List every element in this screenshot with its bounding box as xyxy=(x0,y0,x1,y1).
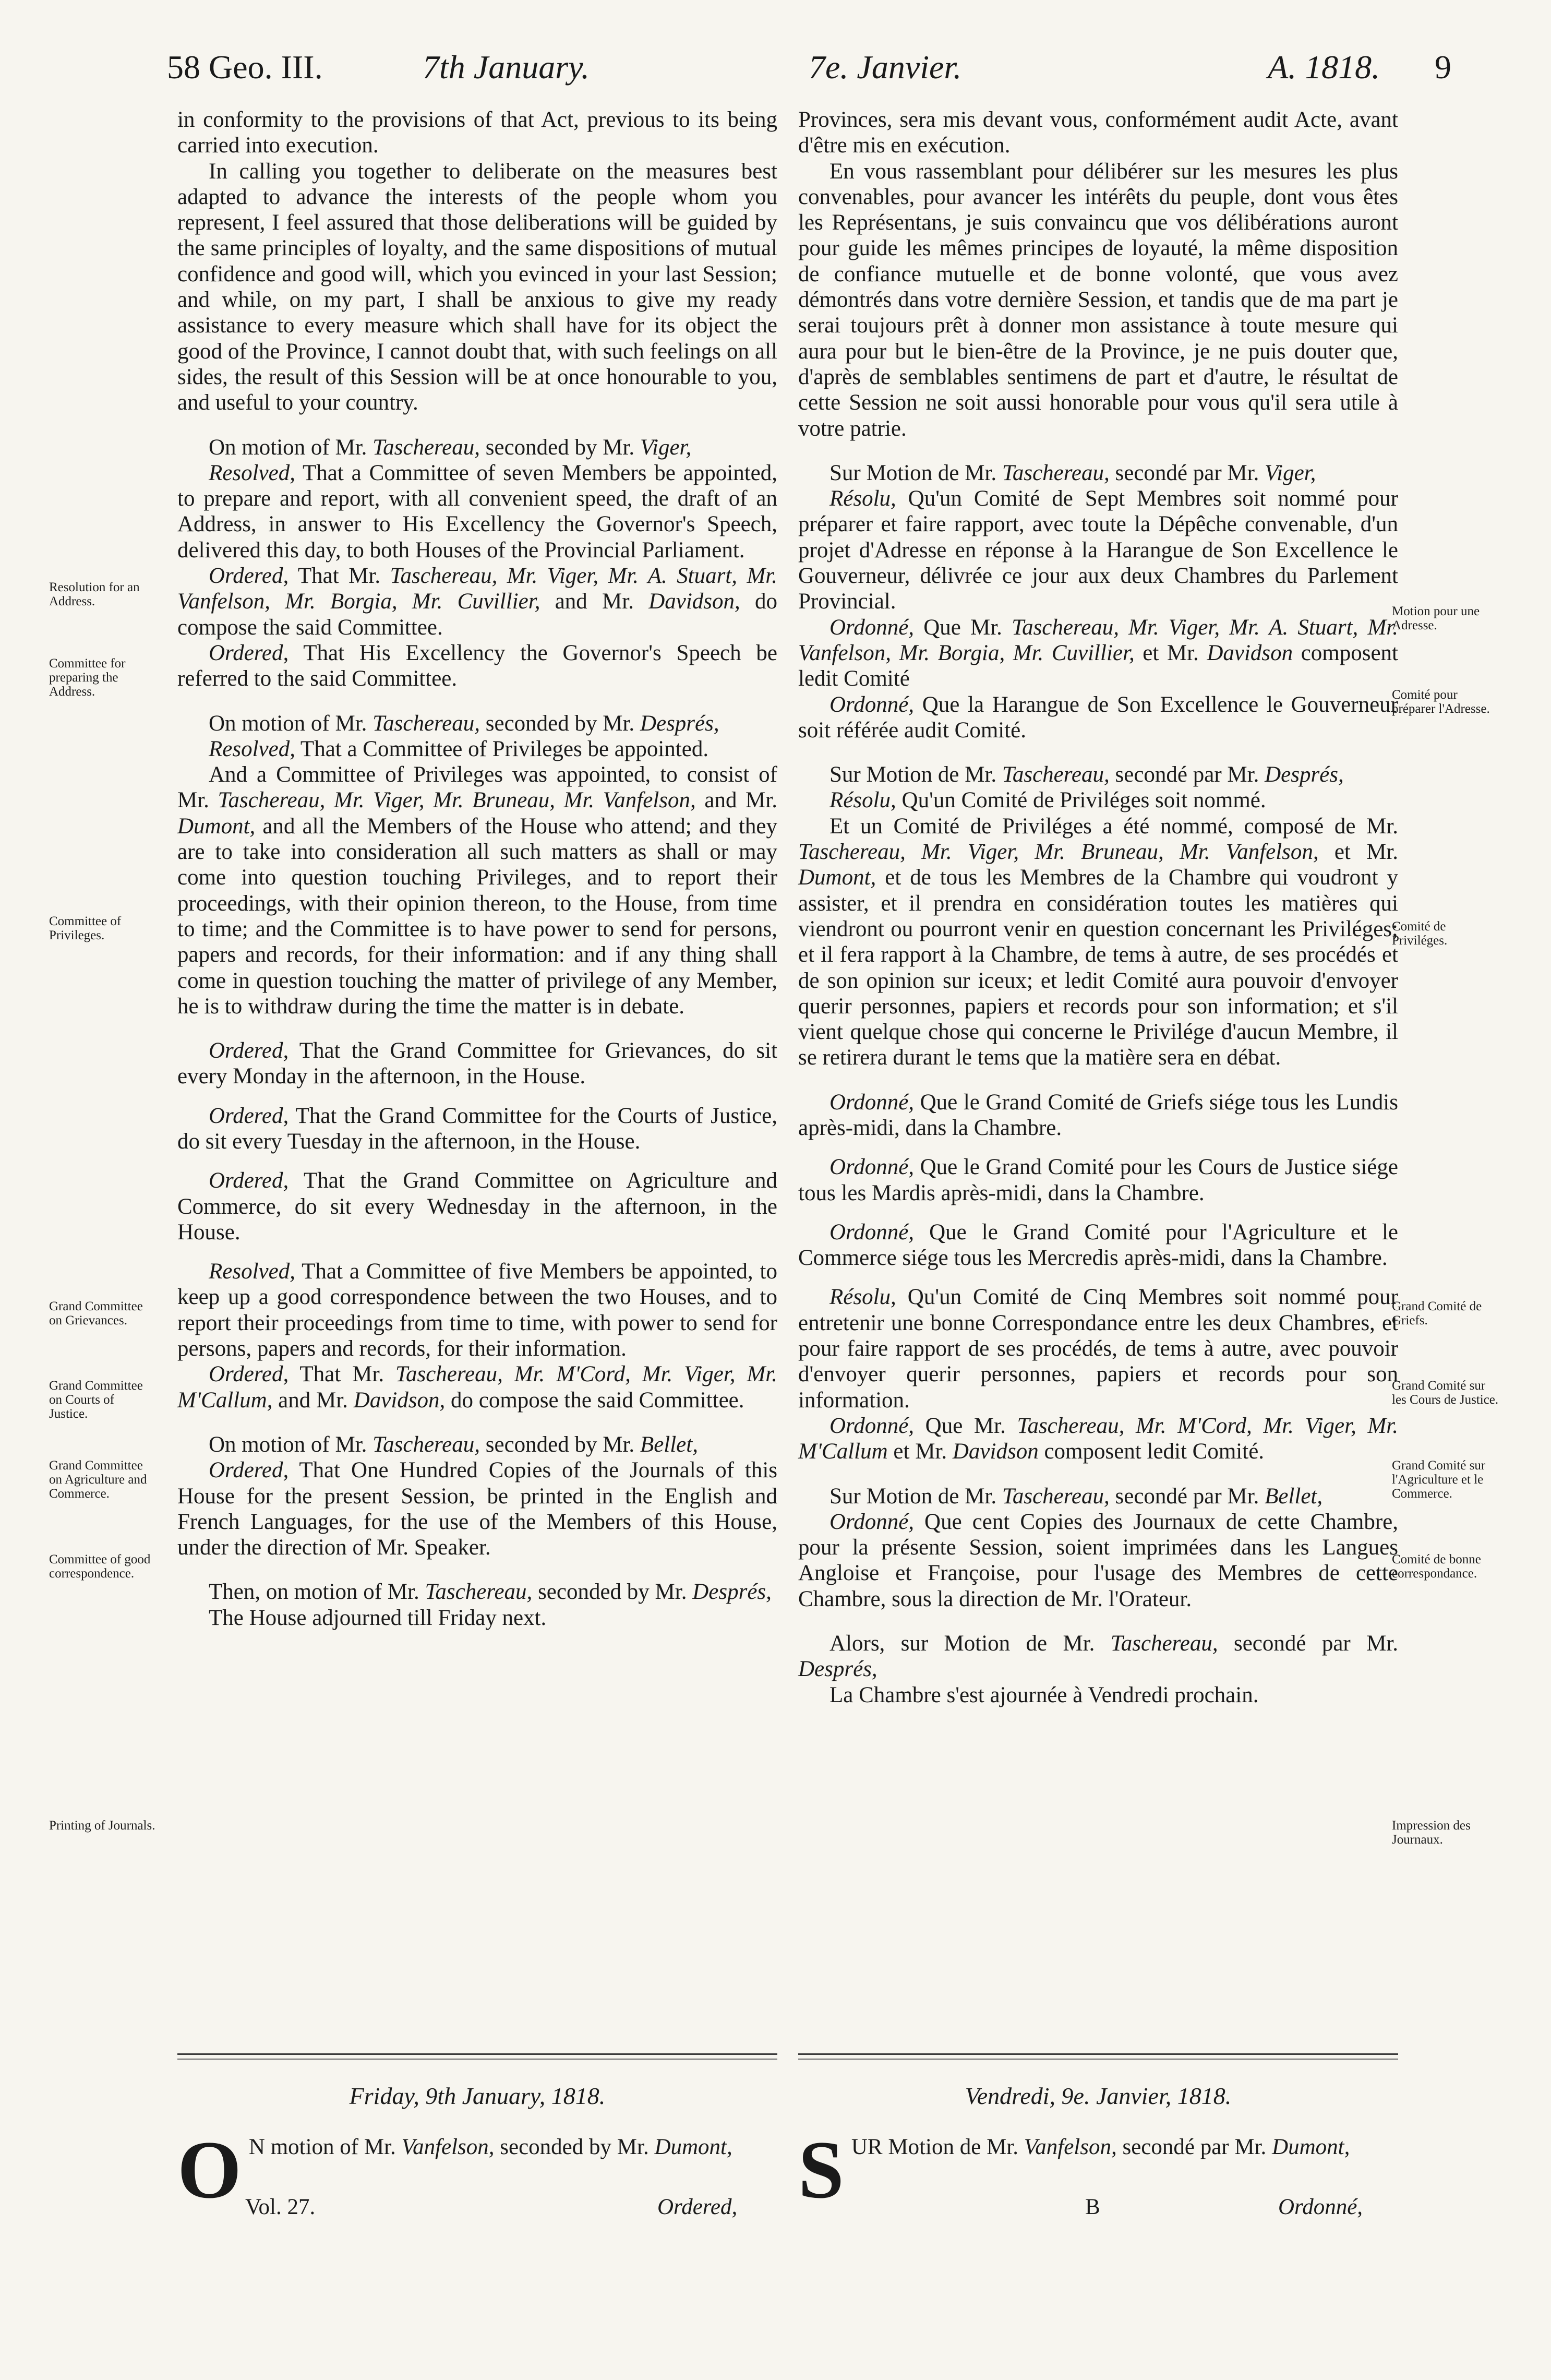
french-paragraph: En vous rassemblant pour délibérer sur les mesures les plus convenables, pour avancer les intérêts du peuple, dont vous êtes les Représentans, je suis convaincu que vos délibérations auront pour guide les mêmes principes de loyauté, la même disposition de confiance mutuelle et de bonne volonté, que vous avez démontrés dans votre dernière Session, et tandis que de ma part je serai toujours prêt à donner mon assistance à toute mesure qui aura pour but le bien-être de la Province, je ne puis douter que, d'après de semblables sentimens de part et d'autre, le résultat de cette Session ne soit aussi honorable pour vous qu'il sera utile à votre patrie. xyxy=(798,159,1398,441)
french-adjournment: La Chambre s'est ajournée à Vendredi prochain. xyxy=(829,1682,1259,1707)
margin-note-left: Grand Committee on Grievances. xyxy=(49,1299,143,1327)
english-motion: Then, on motion of Mr. Taschereau, seconded by Mr. Després, xyxy=(209,1580,772,1605)
margin-note-left: Committee for preparing the Address. xyxy=(49,656,126,699)
signature-mark: B xyxy=(1085,2195,1100,2219)
margin-note-left: Grand Committee on Agriculture and Commerce. xyxy=(49,1458,147,1501)
french-resolution: Résolu, Qu'un Comité de Cinq Membres soit nommé pour entretenir une bonne Correspondance entre les deux Chambres, et pour faire rapport de ses procédés, de tems à autre, avec pouvoir d'envoyer querir personnes, papiers et records pour son information. xyxy=(798,1285,1398,1413)
section-rule xyxy=(798,2053,1398,2055)
french-date-heading: Vendredi, 9e. Janvier, 1818. xyxy=(965,2083,1232,2109)
margin-note-left: Printing of Journals. xyxy=(49,1819,155,1833)
english-order: Ordered, That the Grand Committee for the Courts of Justice, do sit every Tuesday in the afternoon, in the House. xyxy=(177,1103,777,1154)
english-order: Ordered, That His Excellency the Governor's Speech be referred to the said Committee. xyxy=(177,640,777,691)
margin-note-right: Motion pour une Adresse. xyxy=(1392,604,1480,632)
margin-note-right: Comité de Priviléges. xyxy=(1392,919,1448,948)
french-order: Ordonné, Que Mr. Taschereau, Mr. Viger, Mr. A. Stuart, Mr. Vanfelson, Mr. Borgia, Mr. Cuvillier, et Mr. Davidson composent ledit Comité xyxy=(798,615,1398,691)
margin-note-right: Grand Comité sur l'Agriculture et le Commerce. xyxy=(1392,1458,1486,1501)
section-rule xyxy=(177,2053,777,2055)
drop-cap: S xyxy=(798,2124,844,2216)
french-catchword: Ordonné, xyxy=(1278,2195,1363,2219)
margin-note-left: Grand Committee on Courts of Justice. xyxy=(49,1379,143,1421)
english-opening: O N motion of Mr. Vanfelson, seconded by Mr. Dumont, xyxy=(177,2124,732,2216)
english-order: Ordered, That the Grand Committee for Grievances, do sit every Monday in the afternoon, in the House. xyxy=(177,1038,777,1089)
running-head-date-english: 7th January. xyxy=(423,49,590,86)
english-resolution: Resolved, That a Committee of seven Members be appointed, to prepare and report, with all convenient speed, the draft of an Address, in answer to His Excellency the Governor's Speech, delivered this day, to both Houses of the Provincial Parliament. xyxy=(177,460,777,563)
volume-number: Vol. 27. xyxy=(245,2195,316,2219)
french-order: Ordonné, Que la Harangue de Son Excellence le Gouverneur soit référée audit Comité. xyxy=(798,692,1398,743)
margin-note-left: Committee of good correspondence. xyxy=(49,1552,151,1581)
margin-note-right: Grand Comité sur les Cours de Justice. xyxy=(1392,1379,1499,1407)
margin-note-right: Impression des Journaux. xyxy=(1392,1819,1471,1847)
french-paragraph: Provinces, sera mis devant vous, conformément audit Acte, avant d'être mis en exécution. xyxy=(798,107,1398,158)
french-resolution: Résolu, Qu'un Comité de Sept Membres soit nommé pour préparer et faire rapport, avec toute la Dépêche convenable, d'un projet d'Adresse en réponse à la Harangue de Son Excellence le Gouverneur, délivrée ce jour aux deux Chambres du Parlement Provincial. xyxy=(798,486,1398,614)
french-motion: Sur Motion de Mr. Taschereau, secondé par Mr. Després, xyxy=(829,762,1344,787)
english-order: Ordered, That Mr. Taschereau, Mr. Viger, Mr. A. Stuart, Mr. Vanfelson, Mr. Borgia, Mr. Cuvillier, and Mr. Davidson, do compose the said Committee. xyxy=(177,564,778,640)
running-head xyxy=(78,48,1451,95)
english-resolution: Resolved, That a Committee of five Members be appointed, to keep up a good correspondence between the two Houses, and to report their proceedings from time to time, with power to send for persons, papers and records, for their information. xyxy=(177,1259,777,1361)
english-column xyxy=(177,107,777,1631)
drop-cap: O xyxy=(177,2124,242,2216)
english-catchword: Ordered, xyxy=(657,2195,738,2219)
english-motion: On motion of Mr. Taschereau, seconded by Mr. Després, xyxy=(209,711,719,736)
running-head-year: A. 1818. xyxy=(1268,49,1380,86)
french-column xyxy=(798,107,1398,1708)
french-motion: Alors, sur Motion de Mr. Taschereau, secondé par Mr. Després, xyxy=(798,1631,1399,1682)
running-head-reign: 58 Geo. III. xyxy=(167,49,323,86)
margin-note-right: Comité de bonne correspondance. xyxy=(1392,1552,1481,1581)
french-order: Ordonné, Que cent Copies des Journaux de cette Chambre, pour la présente Session, soient imprimées dans les Langues Angloise et Françoise, pour l'usage des Membres de cette Chambre, sous la direction de Mr. l'Orateur. xyxy=(798,1509,1398,1611)
french-motion: Sur Motion de Mr. Taschereau, secondé par Mr. Bellet, xyxy=(829,1484,1323,1509)
french-opening: SUR Motion de Mr. Vanfelson, secondé par Mr. Dumont, xyxy=(798,2124,1350,2216)
french-order: Ordonné, Que le Grand Comité pour l'Agriculture et le Commerce siége tous les Mercredis après-midi, dans la Chambre. xyxy=(798,1219,1398,1271)
running-head-date-french: 7e. Janvier. xyxy=(809,49,962,86)
section-rule xyxy=(177,2059,777,2060)
margin-note-left: Committee of Privileges. xyxy=(49,914,122,942)
margin-note-right: Comité pour préparer l'Adresse. xyxy=(1392,688,1490,716)
section-rule xyxy=(798,2059,1398,2060)
french-order: Ordonné, Que le Grand Comité de Griefs siége tous les Lundis après-midi, dans la Chambre. xyxy=(798,1090,1398,1140)
margin-note-right: Grand Comité de Griefs. xyxy=(1392,1299,1482,1327)
english-motion: On motion of Mr. Taschereau, seconded by Mr. Bellet, xyxy=(209,1432,698,1457)
english-order: Ordered, That Mr. Taschereau, Mr. M'Cord, Mr. Viger, Mr. M'Callum, and Mr. Davidson, do compose the said Committee. xyxy=(177,1362,777,1413)
english-order: Ordered, That the Grand Committee on Agriculture and Commerce, do sit every Wednesday in the afternoon, in the House. xyxy=(177,1168,777,1245)
english-paragraph: in conformity to the provisions of that Act, previous to its being carried into execution. xyxy=(177,107,777,158)
page-number: 9 xyxy=(1435,49,1451,86)
english-resolution: Resolved, That a Committee of Privileges be appointed. xyxy=(209,736,709,761)
french-motion: Sur Motion de Mr. Taschereau, secondé par Mr. Viger, xyxy=(829,460,1316,485)
margin-note-left: Resolution for an Address. xyxy=(49,580,140,608)
english-paragraph: And a Committee of Privileges was appointed, to consist of Mr. Taschereau, Mr. Viger, Mr. Bruneau, Mr. Vanfelson, and Mr. Dumont, and all the Members of the House who attend; and they are to take into consideration all such matters as shall or may come into question touching Privileges, and to report their proceedings, with their opinion thereon, to the House, from time to time; and the Committee is to have power to send for persons, papers and records, for their information: and if any thing shall come in question touching the matter of privilege of any Member, he is to withdraw during the time the matter is in debate. xyxy=(177,762,777,1019)
french-paragraph: Et un Comité de Priviléges a été nommé, composé de Mr. Taschereau, Mr. Viger, Mr. Bruneau, Mr. Vanfelson, et Mr. Dumont, et de tous les Membres de la Chambre qui voudront y assister, et il prendra en considération toutes les matières qui viendront ou pourront venir en question concernant les Priviléges; et il fera rapport à la Chambre, de tems à autre, de ses procédés et de son opinion sur iceux; et ledit Comité aura pouvoir d'envoyer querir personnes, papiers et records pour son information; et s'il vient quelque chose qui concerne le Privilége d'aucun Membre, il se retirera durant le tems que la matière sera en débat. xyxy=(798,814,1398,1070)
french-order: Ordonné, Que le Grand Comité pour les Cours de Justice siége tous les Mardis après-midi, dans la Chambre. xyxy=(798,1155,1398,1205)
english-order: Ordered, That One Hundred Copies of the Journals of this House for the present Session, be printed in the English and French Languages, for the use of the Members of this House, under the direction of Mr. Speaker. xyxy=(177,1458,777,1560)
english-paragraph: In calling you together to deliberate on the measures best adapted to advance the interests of the people whom you represent, I feel assured that those deliberations will be guided by the same principles of loyalty, and the same dispositions of mutual confidence and good will, which you evinced in your last Session; and while, on my part, I shall be anxious to give my ready assistance to every measure which shall have for its object the good of the Province, I cannot doubt that, with such feelings on all sides, the result of this Session will be at once honourable to you, and useful to your country. xyxy=(177,159,777,415)
french-order: Ordonné, Que Mr. Taschereau, Mr. M'Cord, Mr. Viger, Mr. M'Callum et Mr. Davidson composent ledit Comité. xyxy=(798,1413,1398,1464)
english-motion: On motion of Mr. Taschereau, seconded by Mr. Viger, xyxy=(209,435,692,460)
english-date-heading: Friday, 9th January, 1818. xyxy=(349,2083,606,2109)
english-adjournment: The House adjourned till Friday next. xyxy=(209,1605,547,1630)
french-resolution: Résolu, Qu'un Comité de Priviléges soit nommé. xyxy=(829,788,1266,813)
